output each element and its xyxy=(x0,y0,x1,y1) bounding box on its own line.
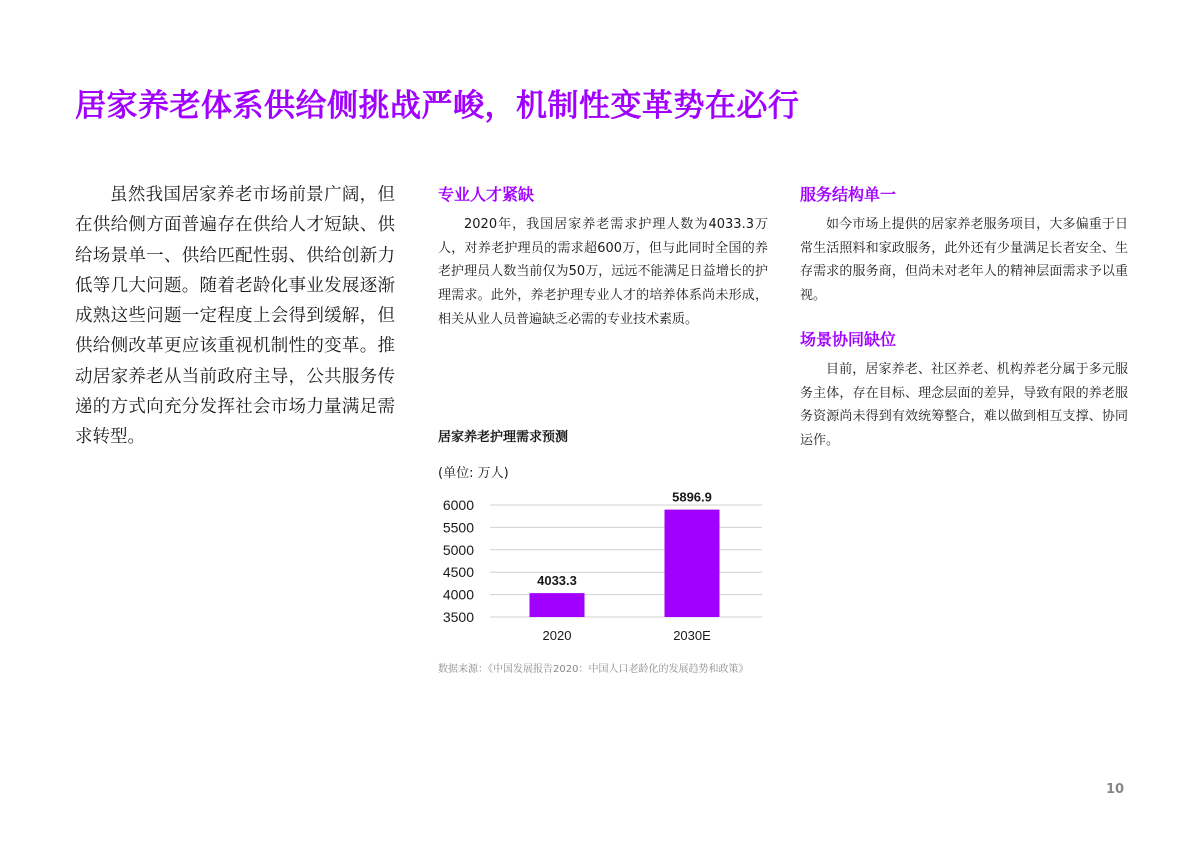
talent-heading: 专业人才紧缺 xyxy=(438,185,535,204)
scene-body: 目前，居家养老、社区养老、机构养老分属于多元服务主体，存在目标、理念层面的差异，导致有限的养老服务资源尚未得到有效统筹整合，难以做到相互支撑、协同运作。 xyxy=(800,362,1128,449)
intro-column xyxy=(75,180,395,453)
service-heading: 服务结构单一 xyxy=(800,185,897,204)
service-section xyxy=(800,184,1128,308)
data-label: 5896.9 xyxy=(672,489,712,505)
intro-paragraph: 虽然我国居家养老市场前景广阔，但在供给侧方面普遍存在供给人才短缺、供给场景单一、供给匹配性弱、供给创新力低等几大问题。随着老龄化事业发展逐渐成熟这些问题一定程度上会得到缓解，但供给侧改革更应该重视机制性的变革。推动居家养老从当前政府主导，公共服务传递的方式向充分发挥社会市场力量满足需求转型。 xyxy=(75,185,395,448)
page-number: 10 xyxy=(1106,782,1125,797)
bar-2030E xyxy=(665,510,720,617)
bar-2020 xyxy=(530,593,585,617)
talent-section xyxy=(438,184,768,332)
demand-bar-chart xyxy=(430,480,770,650)
y-tick-label: 4000 xyxy=(442,586,474,603)
chart-unit-label: (单位: 万人) xyxy=(438,466,509,481)
data-label: 4033.3 xyxy=(537,573,577,589)
chart-source: 数据来源：《中国发展报告2020：中国人口老龄化的发展趋势和政策》 xyxy=(438,664,749,675)
y-tick-label: 4500 xyxy=(442,564,474,581)
scene-section xyxy=(800,329,1128,453)
y-tick-label: 3500 xyxy=(442,609,474,625)
x-tick-label: 2030E xyxy=(673,628,711,643)
service-body: 如今市场上提供的居家养老服务项目，大多偏重于日常生活照料和家政服务，此外还有少量满足长者安全、生存需求的服务商，但尚未对老年人的精神层面需求予以重视。 xyxy=(800,217,1128,304)
scene-heading: 场景协同缺位 xyxy=(800,330,897,349)
x-tick-label: 2020 xyxy=(542,628,572,643)
chart-title: 居家养老护理需求预测 xyxy=(438,430,569,445)
y-tick-label: 5500 xyxy=(442,519,474,536)
y-tick-label: 6000 xyxy=(442,497,474,513)
talent-body: 2020年，我国居家养老需求护理人数为4033.3万人，对养老护理员的需求超600万，但与此同时全国的养老护理员人数当前仅为50万，远远不能满足日益增长的护理需求。此外，养老护理专业人才的培养体系尚未形成，相关从业人员普遍缺乏必需的专业技术素质。 xyxy=(438,217,768,327)
y-tick-label: 5000 xyxy=(442,541,474,558)
page-title: 居家养老体系供给侧挑战严峻，机制性变革势在必行 xyxy=(75,88,800,124)
